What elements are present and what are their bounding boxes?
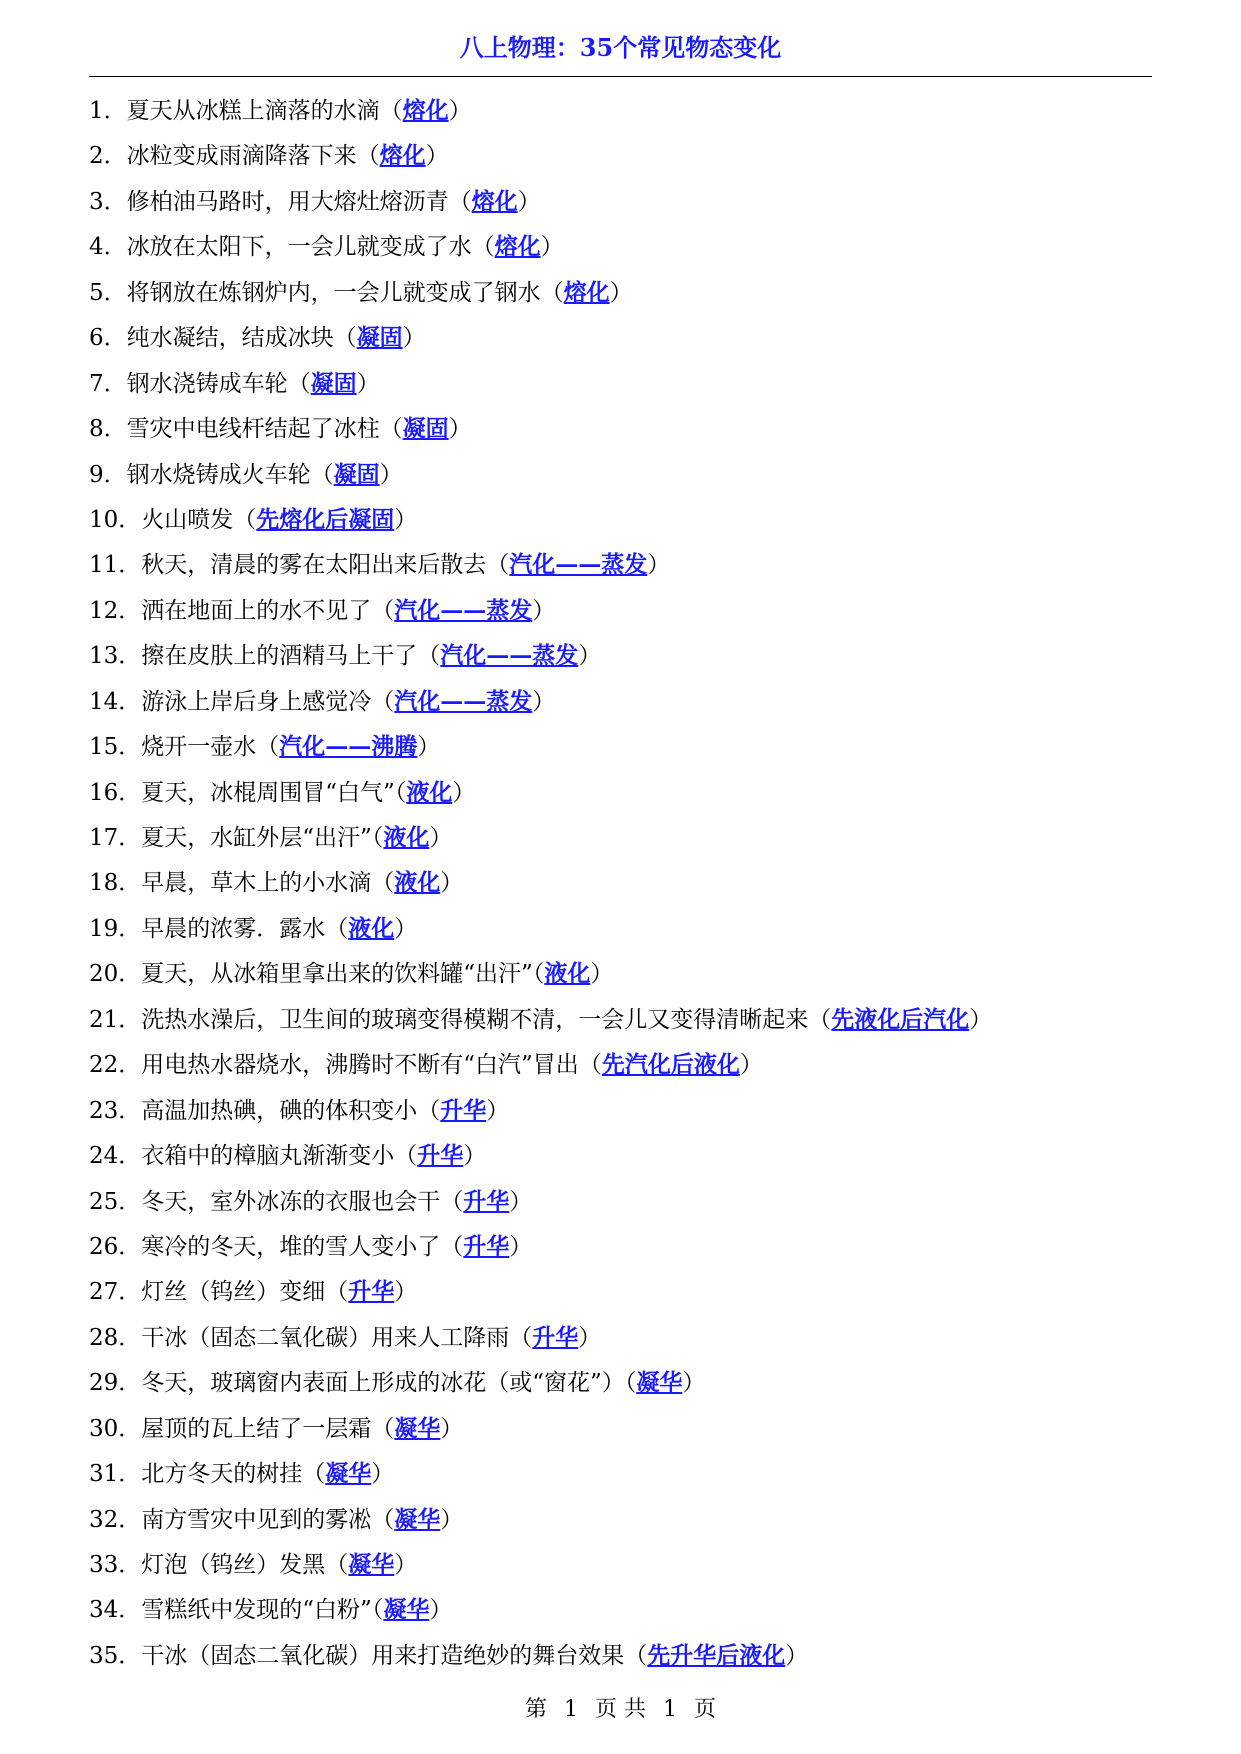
paren-close: ） xyxy=(509,1188,533,1215)
paren-open: （ xyxy=(624,1370,637,1397)
paren-open: （ xyxy=(356,143,380,170)
paren-close: ） xyxy=(448,98,472,124)
list-item xyxy=(89,366,1152,411)
item-answer: 熔化 xyxy=(494,233,541,261)
paren-close: ） xyxy=(425,143,449,170)
paren-close: ） xyxy=(509,1233,533,1260)
page-title: 八上物理：35个常见物态变化 xyxy=(459,33,782,62)
paren-close: ） xyxy=(452,779,476,806)
paren-close: ） xyxy=(578,1324,602,1351)
paren-open: （ xyxy=(371,870,395,897)
item-text: 夏天，冰棍周围冒“白气” xyxy=(141,779,395,806)
paren-close: ） xyxy=(739,1052,763,1079)
item-text: 灯泡（钨丝）发黑 xyxy=(141,1552,326,1578)
item-answer: 升华 xyxy=(348,1278,395,1306)
paren-open: （ xyxy=(808,1006,832,1033)
list-item xyxy=(89,1002,1152,1047)
item-number: 23． xyxy=(89,1097,142,1124)
list-item xyxy=(89,275,1152,320)
item-answer: 液化 xyxy=(383,824,430,851)
item-text: 南方雪灾中见到的雾凇 xyxy=(141,1506,372,1533)
item-text: 洒在地面上的水不见了 xyxy=(141,597,372,624)
item-answer: 熔化 xyxy=(379,142,426,170)
paren-close: ） xyxy=(379,461,403,488)
list-item xyxy=(89,320,1152,365)
list-item xyxy=(89,638,1152,683)
item-text: 早晨的浓雾．露水 xyxy=(141,915,326,942)
item-answer: 凝固 xyxy=(333,460,380,488)
list-item xyxy=(89,229,1152,274)
paren-close: ） xyxy=(682,1370,706,1397)
item-number: 32． xyxy=(89,1506,142,1533)
page-footer xyxy=(0,1692,1241,1723)
list-item xyxy=(89,1502,1152,1547)
list-item xyxy=(89,411,1152,456)
item-number: 11． xyxy=(89,552,142,579)
paren-close: ） xyxy=(440,870,464,897)
item-text: 钢水烧铸成火车轮 xyxy=(126,461,311,488)
item-number: 34． xyxy=(89,1597,142,1624)
list-item xyxy=(89,729,1152,774)
item-number: 22． xyxy=(89,1052,142,1079)
item-number: 16． xyxy=(89,779,142,806)
footer-page-number: 1 xyxy=(564,1697,578,1722)
item-number: 20． xyxy=(89,961,142,988)
item-number: 18． xyxy=(89,870,142,897)
item-answer: 凝华 xyxy=(348,1551,395,1578)
paren-close: ） xyxy=(486,1097,510,1124)
paren-close: ） xyxy=(394,1552,418,1578)
paren-open: （ xyxy=(371,688,395,715)
list-item xyxy=(89,775,1152,820)
paren-open: （ xyxy=(578,1052,602,1079)
item-answer: 升华 xyxy=(463,1187,510,1215)
item-text: 早晨，草木上的小水滴 xyxy=(141,870,372,897)
item-number: 26． xyxy=(89,1233,142,1260)
item-answer: 液化 xyxy=(406,778,453,806)
paren-open: （ xyxy=(417,643,441,670)
item-answer: 熔化 xyxy=(402,97,449,124)
paren-open: （ xyxy=(379,416,403,443)
paren-open: （ xyxy=(394,1143,418,1170)
paren-close: ） xyxy=(429,825,453,851)
item-number: 33． xyxy=(89,1552,142,1578)
list-item xyxy=(89,457,1152,502)
item-answer: 凝固 xyxy=(402,415,449,443)
item-text: 干冰（固态二氧化碳）用来打造绝妙的舞台效果 xyxy=(141,1642,625,1669)
item-answer: 先升华后液化 xyxy=(647,1641,786,1669)
item-text: 灯丝（钨丝）变细 xyxy=(141,1279,326,1306)
paren-close: ） xyxy=(394,506,418,533)
list-item xyxy=(89,1547,1152,1592)
item-answer: 先汽化后液化 xyxy=(601,1051,740,1079)
item-text: 钢水浇铸成车轮 xyxy=(126,370,288,397)
item-answer: 升华 xyxy=(440,1096,487,1124)
paren-close: ） xyxy=(394,915,418,942)
paren-close: ） xyxy=(785,1642,809,1669)
paren-close: ） xyxy=(578,643,602,670)
item-text: 烧开一壶水 xyxy=(141,734,257,761)
item-text: 雪糕纸中发现的“白粉” xyxy=(141,1597,372,1624)
item-text: 洗热水澡后，卫生间的玻璃变得模糊不清，一会儿又变得清晰起来 xyxy=(141,1006,809,1033)
list-item xyxy=(89,865,1152,910)
list-item xyxy=(89,820,1152,865)
paren-open: （ xyxy=(540,279,564,306)
item-answer: 汽化——沸腾 xyxy=(279,733,418,761)
item-number: 3． xyxy=(89,188,127,215)
list-item xyxy=(89,184,1152,229)
paren-close: ） xyxy=(371,1461,395,1488)
item-answer: 液化 xyxy=(544,960,591,988)
item-answer: 液化 xyxy=(394,869,441,897)
paren-close: ） xyxy=(448,416,472,443)
item-list xyxy=(89,93,1152,1683)
list-item xyxy=(89,1229,1152,1274)
item-text: 冬天，玻璃窗内表面上形成的冰花（或“窗花”） xyxy=(141,1370,625,1397)
item-answer: 先液化后汽化 xyxy=(831,1005,970,1033)
paren-open: （ xyxy=(394,779,407,806)
list-item xyxy=(89,1592,1152,1637)
item-answer: 先熔化后凝固 xyxy=(256,505,395,533)
paren-close: ） xyxy=(402,325,426,352)
item-text: 屋顶的瓦上结了一层霜 xyxy=(141,1415,372,1442)
item-number: 31． xyxy=(89,1461,142,1488)
paren-close: ） xyxy=(540,234,564,261)
item-answer: 汽化——蒸发 xyxy=(394,596,533,624)
footer-suffix: 页 xyxy=(694,1697,717,1722)
list-item xyxy=(89,593,1152,638)
paren-close: ） xyxy=(647,552,671,579)
item-text: 冬天，室外冰冻的衣服也会干 xyxy=(141,1188,441,1215)
paren-open: （ xyxy=(448,188,472,215)
item-number: 2． xyxy=(89,143,127,170)
list-item xyxy=(89,93,1152,138)
item-text: 干冰（固态二氧化碳）用来人工降雨 xyxy=(141,1324,510,1351)
item-number: 5． xyxy=(89,279,127,306)
item-text: 冰粒变成雨滴降落下来 xyxy=(126,143,357,170)
footer-prefix: 第 xyxy=(524,1697,547,1722)
list-item xyxy=(89,911,1152,956)
paren-close: ） xyxy=(440,1506,464,1533)
item-number: 24． xyxy=(89,1143,142,1170)
list-item xyxy=(89,1456,1152,1501)
item-text: 火山喷发 xyxy=(141,506,234,533)
item-answer: 凝固 xyxy=(310,369,357,397)
item-text: 高温加热碘，碘的体积变小 xyxy=(141,1097,418,1124)
paren-close: ） xyxy=(517,188,541,215)
footer-middle: 页 共 xyxy=(595,1697,646,1722)
paren-close: ） xyxy=(609,279,633,306)
item-number: 12． xyxy=(89,597,142,624)
list-item xyxy=(89,956,1152,1001)
item-answer: 汽化——蒸发 xyxy=(509,551,648,579)
paren-open: （ xyxy=(371,825,384,851)
list-item xyxy=(89,1638,1152,1683)
paren-close: ） xyxy=(969,1006,993,1033)
list-item xyxy=(89,502,1152,547)
paren-open: （ xyxy=(256,734,280,761)
paren-close: ） xyxy=(440,1415,464,1442)
item-text: 北方冬天的树挂 xyxy=(141,1461,303,1488)
item-answer: 汽化——蒸发 xyxy=(440,642,579,670)
paren-close: ） xyxy=(394,1279,418,1306)
paren-close: ） xyxy=(463,1143,487,1170)
item-number: 21． xyxy=(89,1006,142,1033)
paren-close: ） xyxy=(532,688,556,715)
item-text: 夏天，从冰箱里拿出来的饮料罐“出汗” xyxy=(141,961,533,988)
item-answer: 升华 xyxy=(417,1142,464,1170)
item-answer: 凝华 xyxy=(394,1414,441,1442)
item-text: 游泳上岸后身上感觉冷 xyxy=(141,688,372,715)
item-number: 14． xyxy=(89,688,142,715)
item-text: 寒冷的冬天，堆的雪人变小了 xyxy=(141,1233,441,1260)
item-text: 衣箱中的樟脑丸渐渐变小 xyxy=(141,1143,395,1170)
item-text: 夏天从冰糕上滴落的水滴 xyxy=(126,98,380,124)
item-number: 35． xyxy=(89,1642,142,1669)
item-number: 17． xyxy=(89,825,142,851)
paren-open: （ xyxy=(417,1097,441,1124)
list-item xyxy=(89,1411,1152,1456)
item-number: 9． xyxy=(89,461,127,488)
paren-open: （ xyxy=(302,1461,326,1488)
item-text: 夏天，水缸外层“出汗” xyxy=(141,825,372,851)
paren-close: ） xyxy=(429,1597,453,1624)
item-text: 纯水凝结，结成冰块 xyxy=(126,325,334,352)
paren-close: ） xyxy=(417,734,441,761)
item-text: 修柏油马路时，用大熔灶熔沥青 xyxy=(126,188,449,215)
item-answer: 液化 xyxy=(348,914,395,942)
paren-open: （ xyxy=(371,597,395,624)
paren-open: （ xyxy=(371,1506,395,1533)
paren-open: （ xyxy=(371,1597,384,1624)
paren-close: ） xyxy=(590,961,614,988)
paren-open: （ xyxy=(371,1415,395,1442)
item-text: 将钢放在炼钢炉内，一会儿就变成了钢水 xyxy=(126,279,541,306)
item-number: 6． xyxy=(89,325,127,352)
paren-open: （ xyxy=(287,370,311,397)
paren-close: ） xyxy=(532,597,556,624)
paren-open: （ xyxy=(310,461,334,488)
item-number: 30． xyxy=(89,1415,142,1442)
list-item xyxy=(89,1274,1152,1319)
paren-open: （ xyxy=(440,1233,464,1260)
paren-open: （ xyxy=(471,234,495,261)
header-divider xyxy=(89,76,1152,77)
item-answer: 凝固 xyxy=(356,324,403,352)
paren-open: （ xyxy=(325,915,349,942)
item-text: 擦在皮肤上的酒精马上干了 xyxy=(141,643,418,670)
item-number: 27． xyxy=(89,1279,142,1306)
item-number: 28． xyxy=(89,1324,142,1351)
item-number: 8． xyxy=(89,416,127,443)
item-number: 1． xyxy=(89,98,127,124)
item-answer: 升华 xyxy=(463,1232,510,1260)
item-text: 冰放在太阳下，一会儿就变成了水 xyxy=(126,234,472,261)
item-text: 雪灾中电线杆结起了冰柱 xyxy=(126,416,380,443)
item-number: 15． xyxy=(89,734,142,761)
list-item xyxy=(89,1365,1152,1410)
paren-open: （ xyxy=(233,506,257,533)
footer-total-pages: 1 xyxy=(663,1697,677,1722)
item-answer: 凝华 xyxy=(383,1596,430,1624)
item-text: 秋天，清晨的雾在太阳出来后散去 xyxy=(141,552,487,579)
item-number: 25． xyxy=(89,1188,142,1215)
paren-open: （ xyxy=(379,98,403,124)
list-item xyxy=(89,1184,1152,1229)
item-answer: 凝华 xyxy=(636,1369,683,1397)
paren-open: （ xyxy=(440,1188,464,1215)
item-number: 29． xyxy=(89,1370,142,1397)
item-answer: 凝华 xyxy=(394,1505,441,1533)
list-item xyxy=(89,547,1152,592)
list-item xyxy=(89,1320,1152,1365)
list-item xyxy=(89,1093,1152,1138)
paren-close: ） xyxy=(356,370,380,397)
list-item xyxy=(89,1138,1152,1183)
paren-open: （ xyxy=(532,961,545,988)
item-number: 13． xyxy=(89,643,142,670)
paren-open: （ xyxy=(325,1552,349,1578)
paren-open: （ xyxy=(333,325,357,352)
item-number: 4． xyxy=(89,234,127,261)
item-text: 用电热水器烧水，沸腾时不断有“白汽”冒出 xyxy=(141,1052,579,1079)
list-item xyxy=(89,1047,1152,1092)
item-answer: 熔化 xyxy=(471,187,518,215)
list-item xyxy=(89,684,1152,729)
item-number: 7． xyxy=(89,370,127,397)
paren-open: （ xyxy=(325,1279,349,1306)
item-number: 10． xyxy=(89,506,142,533)
item-answer: 凝华 xyxy=(325,1460,372,1488)
item-answer: 升华 xyxy=(532,1323,579,1351)
paren-open: （ xyxy=(509,1324,533,1351)
item-number: 19． xyxy=(89,915,142,942)
paren-open: （ xyxy=(624,1642,648,1669)
item-answer: 熔化 xyxy=(563,278,610,306)
item-answer: 汽化——蒸发 xyxy=(394,687,533,715)
list-item xyxy=(89,138,1152,183)
paren-open: （ xyxy=(486,552,510,579)
